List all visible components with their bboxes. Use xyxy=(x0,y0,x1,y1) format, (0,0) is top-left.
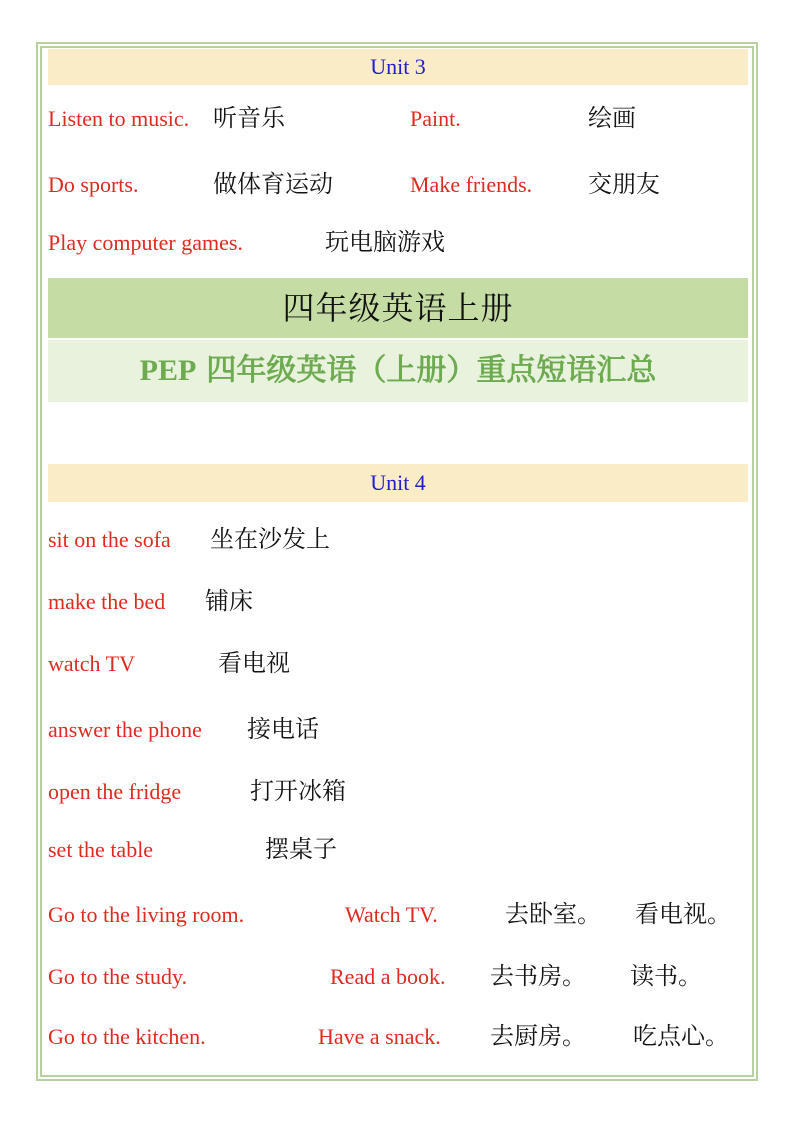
english-sentence: Go to the study. xyxy=(48,964,188,989)
sentence-row xyxy=(48,901,748,929)
chinese-meaning: 打开冰箱 xyxy=(250,778,346,805)
chinese-meaning: 看电视。 xyxy=(635,901,731,928)
unit3-header-band xyxy=(48,49,748,85)
chinese-meaning: 摆桌子 xyxy=(265,836,337,863)
phrase-row xyxy=(48,105,748,133)
chinese-meaning: 听音乐 xyxy=(213,105,285,132)
english-sentence: Watch TV. xyxy=(345,902,438,927)
phrase-row xyxy=(48,229,748,257)
bordered-worksheet-frame xyxy=(36,42,758,1081)
phrase-row xyxy=(48,588,748,616)
chinese-meaning: 去卧室。 xyxy=(505,901,601,928)
english-phrase: Do sports. xyxy=(48,172,139,197)
chinese-meaning: 读书。 xyxy=(630,963,702,990)
english-sentence: Have a snack. xyxy=(318,1024,441,1049)
chinese-meaning: 玩电脑游戏 xyxy=(325,229,445,256)
english-phrase: Paint. xyxy=(410,106,461,131)
unit4-header-band xyxy=(48,464,748,502)
chinese-meaning: 吃点心。 xyxy=(633,1023,729,1050)
english-phrase: Listen to music. xyxy=(48,106,190,131)
english-phrase: Make friends. xyxy=(410,172,533,197)
chinese-meaning: 交朋友 xyxy=(588,171,660,198)
phrase-row xyxy=(48,650,748,678)
english-phrase: answer the phone xyxy=(48,717,202,742)
english-phrase: Play computer games. xyxy=(48,230,243,255)
chinese-meaning: 坐在沙发上 xyxy=(210,526,330,553)
english-phrase: open the fridge xyxy=(48,779,182,804)
phrase-row xyxy=(48,171,748,199)
sentence-row xyxy=(48,1023,748,1051)
unit3-title: Unit 3 xyxy=(370,54,426,79)
phrase-row xyxy=(48,836,748,864)
sentence-row xyxy=(48,963,748,991)
chinese-meaning: 接电话 xyxy=(247,716,319,743)
english-phrase: watch TV xyxy=(48,651,135,676)
english-phrase: sit on the sofa xyxy=(48,527,171,552)
chinese-meaning: 去厨房。 xyxy=(490,1023,586,1050)
phrase-row xyxy=(48,716,748,744)
summary-banner xyxy=(48,340,748,402)
english-phrase: set the table xyxy=(48,837,154,862)
unit4-title: Unit 4 xyxy=(370,470,426,495)
english-sentence: Go to the living room. xyxy=(48,902,245,927)
chinese-meaning: 去书房。 xyxy=(490,963,586,990)
english-sentence: Read a book. xyxy=(330,964,446,989)
chinese-meaning: 看电视 xyxy=(218,650,290,677)
phrase-row xyxy=(48,526,748,554)
summary-title-prefix: PEP xyxy=(139,354,197,387)
english-phrase: make the bed xyxy=(48,589,166,614)
chinese-meaning: 绘画 xyxy=(588,105,636,132)
english-sentence: Go to the kitchen. xyxy=(48,1024,206,1049)
book-title: 四年级英语上册 xyxy=(282,290,514,326)
chinese-meaning: 铺床 xyxy=(205,588,253,615)
book-title-banner xyxy=(48,278,748,338)
chinese-meaning: 做体育运动 xyxy=(213,171,333,198)
summary-title: 四年级英语（上册）重点短语汇总 xyxy=(206,354,657,387)
phrase-row xyxy=(48,778,748,806)
